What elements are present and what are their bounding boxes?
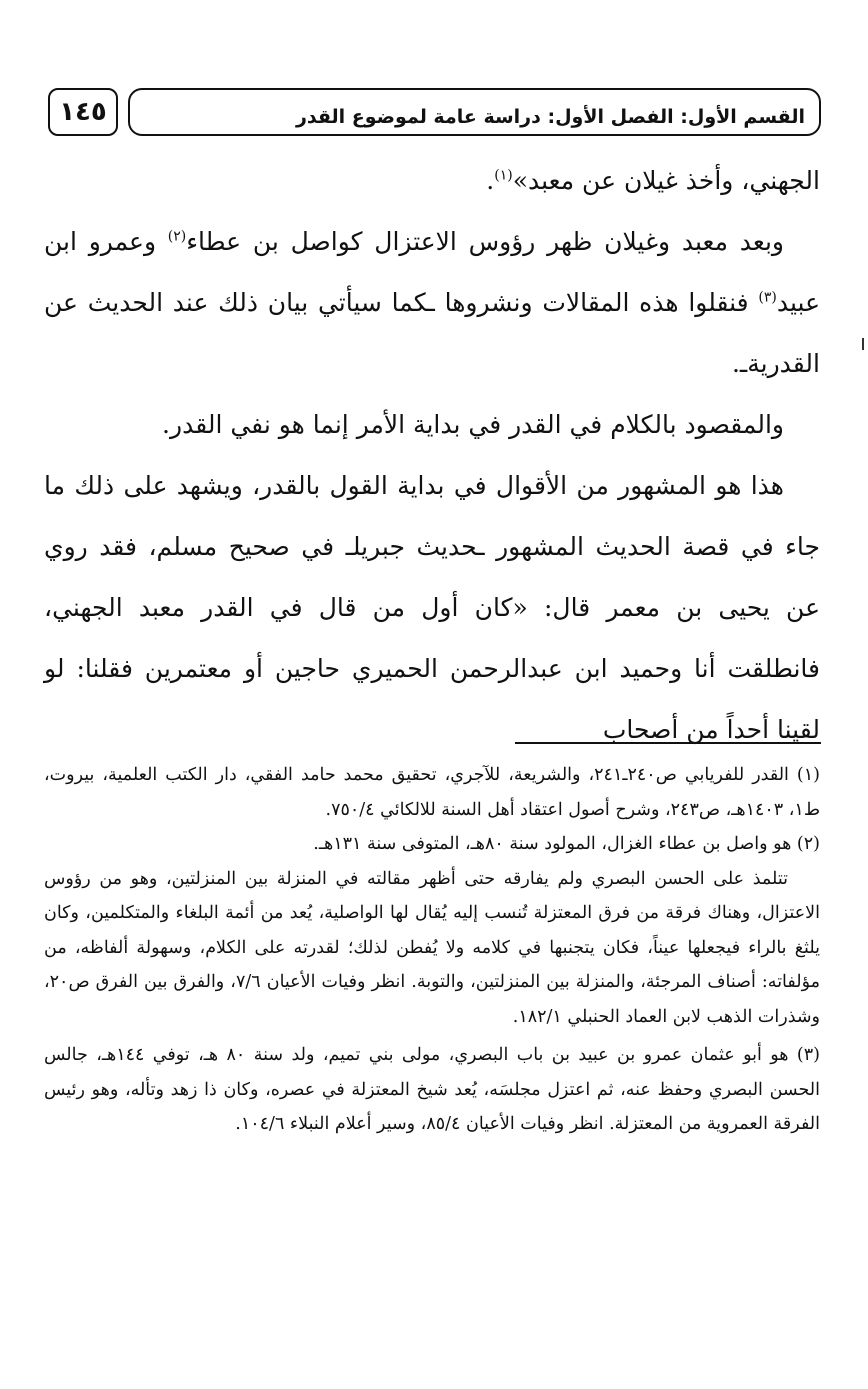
footnote-ref-3: (٣) (758, 289, 777, 306)
footnote-ref-1: (١) (494, 167, 513, 184)
main-text (44, 150, 820, 760)
paragraph-4: هذا هو المشهور من الأقوال في بداية القول بالقدر، ويشهد على ذلك ما جاء في قصة الحديث المشهور ـحديث جبريلـ في صحيح مسلم، فقد روي عن يحيى بن معمر قال: «كان أول من قال في القدر معبد الجهني، فانطلقت أنا وحميد ابن عبدالرحمن الحميري حاجين أو معتمرين فقلنا: لو لقينا أحداً من أصحاب (44, 471, 820, 744)
footnote-2-continuation: تتلمذ على الحسن البصري ولم يفارقه حتى أظهر مقالته في المنزلة بين المنزلتين، وهو من رؤوس الاعتزال، وهناك فرقة من فرق المعتزلة تُنسب إليه يُقال لها الواصلية، يُعد من أئمة البلغاء والمتكلمين، وكان يلثغ بالراء فيجعلها عيناً، فكان يتجنبها في كلامه ولا يُفطن لذلك؛ لقدرته على الكلام، وسهولة ألفاظه، من مؤلفاته: أصناف المرجئة، والمنزلة بين المنزلتين، والتوبة. انظر وفيات الأعيان ٧/٦، والفرق بين الفرق ص٢٠، وشذرات الذهب لابن العماد الحنبلي ١٨٢/١. (44, 868, 820, 1027)
footnotes (44, 758, 820, 1142)
scan-edge-mark (862, 338, 864, 350)
page-header (48, 88, 821, 144)
footnote-ref-2: (٢) (167, 228, 187, 245)
footnote-3: (٣) هو أبو عثمان عمرو بن عبيد بن باب البصري، مولى بني تميم، ولد سنة ٨٠ هـ، توفي ١٤٤هـ، جالس الحسن البصري وحفظ عنه، ثم اعتزل مجلسَه، يُعد شيخ المعتزلة في عصره، وكان ذا زهد وتأله، وهو رئيس الفرقة العمروية من المعتزلة. انظر وفيات الأعيان ٨٥/٤، وسير أعلام النبلاء ١٠٤/٦. (44, 1045, 820, 1134)
running-title-box (128, 88, 821, 136)
paragraph-1: الجهني، وأخذ غيلان عن معبد»$^{(١)}$. (486, 166, 820, 195)
running-title: القسم الأول: الفصل الأول: دراسة عامة لموضوع القدر (295, 106, 805, 128)
paragraph-2: وبعد معبد وغيلان ظهر رؤوس الاعتزال كواصل بن عطاء$^{(٢)}$ وعمرو ابن عبيد$^{(٣)}$ فنقلوا هذه المقالات ونشروها ـكما سيأتي بيان ذلك عند الحديث عن القدريةـ. (44, 227, 820, 378)
footnote-1: (١) القدر للفريابي ص٢٤٠ـ٢٤١، والشريعة، للآجري، تحقيق محمد حامد الفقي، دار الكتب العلمية، بيروت، ط١، ١٤٠٣هـ، ص٢٤٣، وشرح أصول اعتقاد أهل السنة للالكائي ٧٥٠/٤. (44, 765, 820, 820)
footnote-separator (515, 742, 821, 744)
page-number-box (48, 88, 118, 136)
footnote-2: (٢) هو واصل بن عطاء الغزال، المولود سنة ٨٠هـ، المتوفى سنة ١٣١هـ. (313, 834, 820, 854)
paragraph-3: والمقصود بالكلام في القدر في بداية الأمر إنما هو نفي القدر. (162, 410, 784, 439)
page-number: ١٤٥ (59, 97, 107, 127)
